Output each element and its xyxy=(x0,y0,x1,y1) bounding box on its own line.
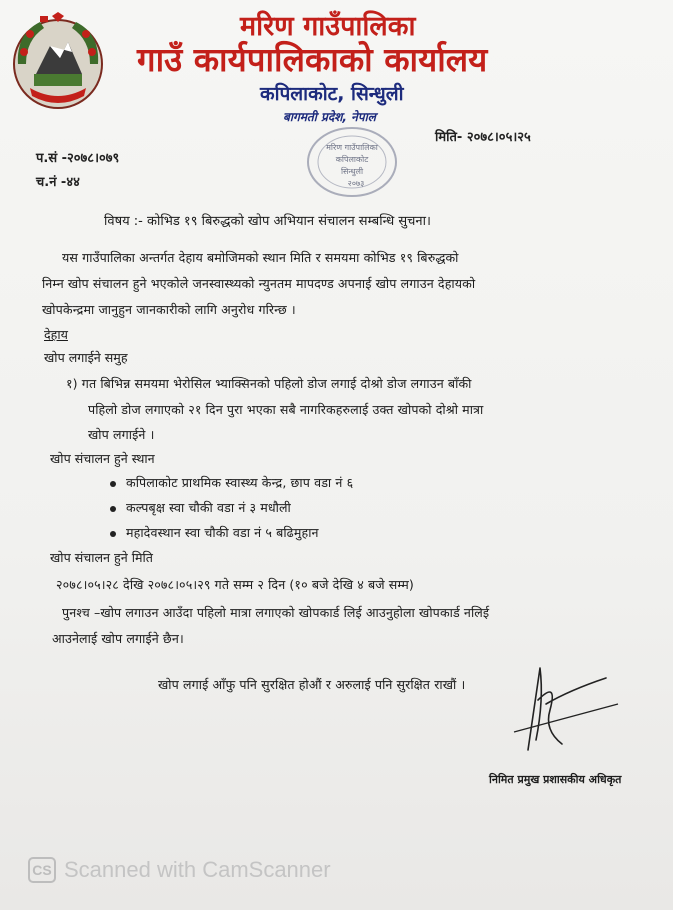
header-office-name: गाउँ कार्यपालिकाको कार्यालय xyxy=(137,40,488,79)
stamp-line-1: मरिण गाउँपालिका xyxy=(326,143,378,152)
location-heading: खोप संचालन हुने स्थान xyxy=(50,451,155,466)
body-line-3: खोपकेन्द्रमा जानुहुन जानकारीको लागि अनुरोध गरिन्छ । xyxy=(42,302,296,317)
camscanner-watermark: Scanned with CamScanner xyxy=(64,857,331,882)
date-heading: खोप संचालन हुने मिति xyxy=(50,550,153,565)
letter-date: मिति- २०७८।०५।२५ xyxy=(435,130,531,145)
group-item-line-3: खोप लगाईने । xyxy=(88,427,155,442)
subject-line: विषय :- कोभिड १९ बिरुद्धको खोप अभियान संचालन सम्बन्धि सुचना। xyxy=(104,214,431,229)
group-item-line-1: १) गत बिभिन्न समयमा भेरोसिल भ्याक्सिनको पहिलो डोज लगाई दोश्रो डोज लगाउन बाँकी xyxy=(66,376,472,391)
note-line-2: आउनेलाई खोप लगाईने छैन। xyxy=(52,631,184,646)
stamp-line-4: २०७३ xyxy=(347,179,365,188)
location-item-1: कपिलाकोट प्राथमिक स्वास्थ्य केन्द्र, छाप वडा नं ६ xyxy=(126,475,354,490)
bullet-icon xyxy=(110,506,116,512)
header-municipality-name: मरिण गाउँपालिका xyxy=(240,11,416,42)
location-item-2: कल्पबृक्ष स्वा चौकी वडा नं ३ मधौली xyxy=(126,500,291,515)
body-line-1: यस गाउँपालिका अन्तर्गत देहाय बमोजिमको स्थान मिति र समयमा कोभिड १९ बिरुद्धको xyxy=(62,250,459,265)
dispatch-number: च.नं -४४ xyxy=(36,175,80,190)
date-range: २०७८।०५।२८ देखि २०७८।०५।२९ गते सम्म २ दिन (१० बजे देखि ४ बजे सम्म) xyxy=(56,577,414,592)
office-stamp xyxy=(292,122,402,200)
location-item-3: महादेवस्थान स्वा चौकी वडा नं ५ बढिमुहान xyxy=(126,525,319,540)
body-line-2: निम्न खोप संचालन हुने भएकोले जनस्वास्थ्यको न्युनतम मापदण्ड अपनाई खोप लगाउन देहायको xyxy=(42,276,476,291)
nepal-emblem-logo xyxy=(10,12,106,112)
header-address: कपिलाकोट, सिन्धुली xyxy=(260,83,404,105)
bullet-icon xyxy=(110,481,116,487)
group-heading: खोप लगाईने समुह xyxy=(44,350,128,365)
stamp-line-2: कपिलाकोट xyxy=(335,155,369,164)
handwritten-signature xyxy=(510,660,620,760)
bullet-icon xyxy=(110,531,116,537)
camscanner-logo: CS xyxy=(28,857,56,883)
dehay-heading: देहाय xyxy=(44,327,68,342)
reference-number: प.सं -२०७८।०७९ xyxy=(36,151,120,166)
signatory-title: निमित प्रमुख प्रशासकीय अधिकृत xyxy=(489,773,622,786)
stamp-line-3: सिन्धुली xyxy=(340,167,364,176)
group-item-line-2: पहिलो डोज लगाएको २१ दिन पुरा भएका सबै नागरिकहरुलाई उक्त खोपको दोश्रो मात्रा xyxy=(88,402,484,417)
header-province: बागमती प्रदेश, नेपाल xyxy=(283,110,376,124)
note-line-1: पुनश्च –खोप लगाउन आउँदा पहिलो मात्रा लगाएको खोपकार्ड लिई आउनुहोला खोपकार्ड नलिई xyxy=(62,605,490,620)
slogan-line: खोप लगाई आँफु पनि सुरक्षित होऔं र अरुलाई पनि सुरक्षित राखौं । xyxy=(158,677,466,692)
